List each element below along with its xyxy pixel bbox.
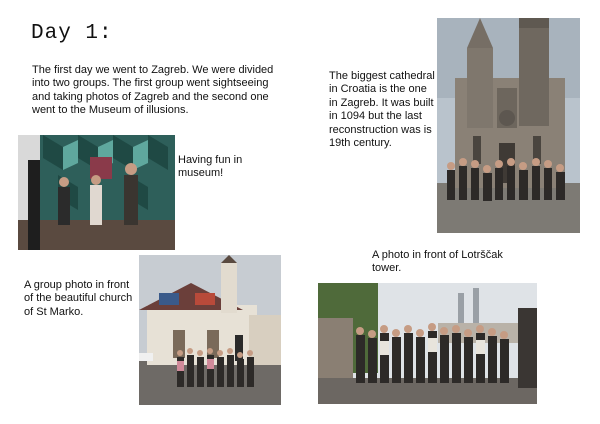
marko-caption: A group photo in front of the beautiful church of St Marko. xyxy=(24,279,133,318)
cathedral-photo xyxy=(437,18,580,233)
marko-church-photo xyxy=(139,255,281,405)
museum-photo xyxy=(18,135,175,250)
slide-title: Day 1: xyxy=(31,22,113,45)
tower-caption: A photo in front of Lotrščak tower. xyxy=(372,249,503,275)
museum-caption: Having fun in museum! xyxy=(178,154,243,180)
intro-paragraph: The first day we went to Zagreb. We were divided into two groups. The first group went sightseeing and taking photos of Zagreb and the second one went to the Museum of illusions. xyxy=(32,64,274,117)
cathedral-paragraph: The biggest cathedral in Croatia is the one in Zagreb. It was built in 1094 but the last reconstruction was is 19th century. xyxy=(329,70,435,150)
lotrscak-tower-photo xyxy=(318,283,537,404)
